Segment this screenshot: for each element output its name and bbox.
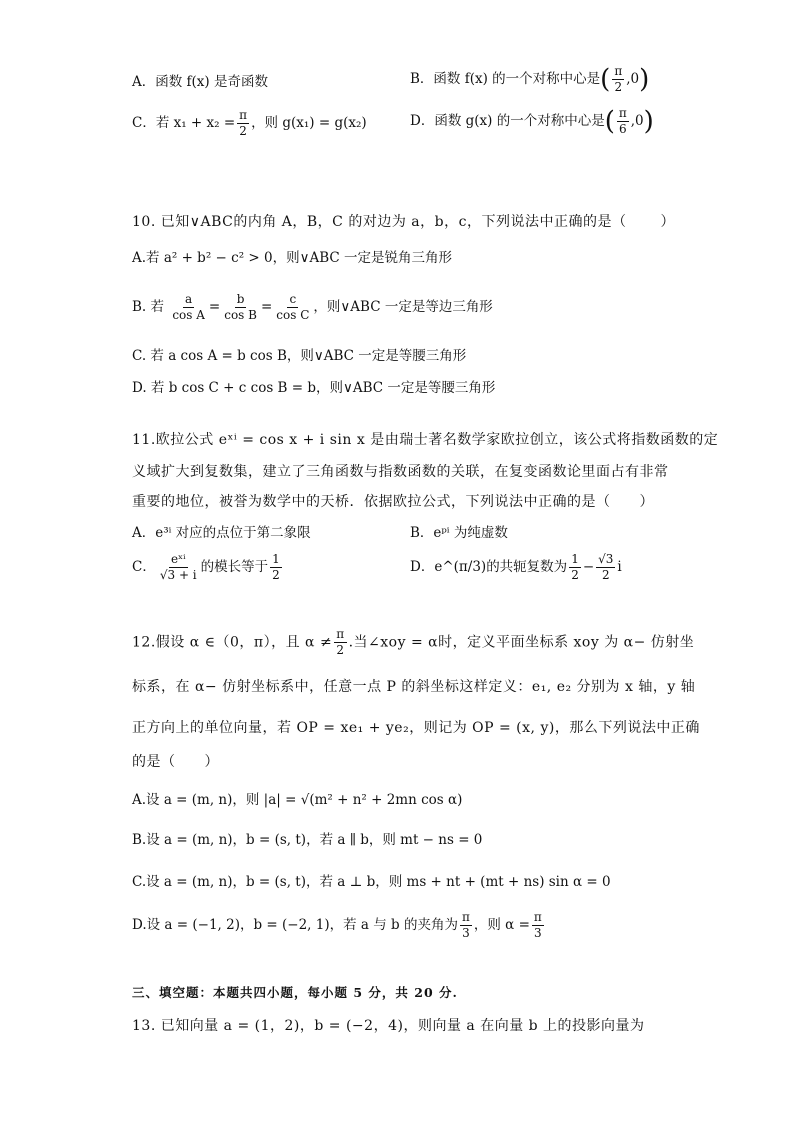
fraction bbox=[237, 108, 249, 139]
fraction bbox=[274, 292, 311, 323]
q9-option-c bbox=[132, 108, 367, 139]
q9-option-d-text: D．函数 g(x) 的一个对称中心是 bbox=[410, 113, 605, 129]
q9-option-b bbox=[410, 64, 649, 95]
q12-line-1-tail: .当∠xoy = α时，定义平面坐标系 xoy 为 α− 仿射坐 bbox=[348, 634, 695, 651]
numerator: π bbox=[614, 64, 623, 78]
numerator: π bbox=[461, 910, 470, 924]
q13-stem: 13. 已知向量 a = (1，2)，b = (−2，4)，则向量 a 在向量 b 上的投影向量为 bbox=[132, 1018, 645, 1034]
q11-option-b: B．eᵖⁱ 为纯虚数 bbox=[410, 525, 508, 541]
q9-option-b-tail: ,0 bbox=[626, 71, 640, 87]
q11-line-1: 11.欧拉公式 eˣⁱ = cos x + i sin x 是由瑞士著名数学家欧拉创立，该公式将指数函数的定 bbox=[132, 432, 719, 448]
q11-option-d-text: 的共轭复数为 bbox=[486, 559, 568, 575]
q10-option-b: B. 若 $\frac{a}{\text{cos A}}$ = $\frac{b}{\text{cos B}}$ = $\frac{c}{\text{cos C}}$ ，则∨ABC 一定是等边三角形 bbox=[132, 292, 493, 322]
denominator: 3 bbox=[534, 926, 542, 940]
numerator: a bbox=[185, 292, 193, 306]
denominator: cos C bbox=[276, 308, 310, 322]
q10-stem-text: 10. 已知∨ABC的内角 A，B，C 的对边为 a，b，c，下列说法中正确的是（ bbox=[132, 214, 627, 230]
q12-option-d-mid: ，则 α = bbox=[473, 917, 530, 933]
fraction bbox=[270, 552, 282, 583]
q10-option-b-tail: ，则∨ABC 一定是等边三角形 bbox=[313, 299, 493, 315]
q9-option-a: A．函数 f(x) 是奇函数 bbox=[132, 74, 268, 90]
denominator: cos A bbox=[172, 308, 205, 322]
q11-option-a: A．e³ⁱ 对应的点位于第二象限 bbox=[132, 525, 311, 541]
denominator: 2 bbox=[336, 643, 345, 657]
q9-option-b-text: B．函数 f(x) 的一个对称中心是 bbox=[410, 71, 601, 87]
q12-option-d bbox=[132, 910, 546, 941]
denominator: 3 bbox=[462, 926, 470, 940]
right-paren: ) bbox=[639, 64, 650, 95]
imaginary-unit: i bbox=[617, 559, 622, 575]
denominator: 6 bbox=[618, 122, 627, 136]
q12-line-4: 的是（ ） bbox=[132, 754, 219, 770]
q11-line-3: 重要的地位，被誉为数学中的天桥．依据欧拉公式，下列说法中正确的是（ ） bbox=[132, 494, 654, 510]
left-paren: ( bbox=[604, 106, 615, 137]
q10-option-b-text: B. 若 bbox=[132, 299, 165, 315]
numerator: eˣⁱ bbox=[170, 552, 186, 566]
q12-option-c: C.设 a = (m, n)，b = (s, t)，若 a ⊥ b，则 ms + nt + (mt + ns) sin α = 0 bbox=[132, 874, 611, 890]
fraction bbox=[460, 910, 472, 941]
q10-stem-close: ） bbox=[660, 214, 675, 230]
numerator: 1 bbox=[571, 552, 579, 566]
q11-line-2: 义域扩大到复数集，建立了三角函数与指数函数的关联，在复变函数论里面占有非常 bbox=[132, 464, 669, 480]
fraction bbox=[612, 64, 624, 95]
fraction bbox=[617, 106, 629, 137]
numerator: 1 bbox=[272, 552, 280, 566]
minus-sign: − bbox=[582, 559, 595, 575]
q12-option-a: A.设 a = (m, n)，则 |a| = √(m² + n² + 2mn cos α) bbox=[132, 792, 463, 808]
q11-option-d bbox=[410, 552, 622, 583]
denominator: 2 bbox=[601, 568, 610, 582]
numerator: b bbox=[236, 292, 245, 306]
denominator: 2 bbox=[571, 568, 579, 582]
exponential-term: e^(π/3) bbox=[434, 559, 487, 575]
numerator: π bbox=[618, 106, 627, 120]
fraction bbox=[158, 552, 199, 583]
q12-option-b: B.设 a = (m, n)，b = (s, t)，若 a ∥ b，则 mt − ns = 0 bbox=[132, 832, 483, 848]
denominator: cos B bbox=[224, 308, 257, 322]
q9-option-d bbox=[410, 106, 654, 137]
q12-line-1-text: 12.假设 α ∈（0，π），且 α ≠ bbox=[132, 634, 333, 651]
numerator: π bbox=[336, 627, 345, 641]
q10-option-d: D. 若 b cos C + c cos B = b，则∨ABC 一定是等腰三角形 bbox=[132, 380, 496, 396]
denominator: 2 bbox=[614, 80, 623, 94]
fraction bbox=[532, 910, 544, 941]
q12-line-2: 标系，在 α− 仿射坐标系中，任意一点 P 的斜坐标这样定义：e₁, e₂ 分别为 x 轴，y 轴 bbox=[132, 679, 696, 695]
q9-option-d-tail: ,0 bbox=[630, 113, 644, 129]
q11-option-c-text: 的模长等于 bbox=[200, 559, 269, 575]
q9-option-c-text: C．若 x₁ + x₂ = bbox=[132, 115, 236, 131]
fraction bbox=[170, 292, 207, 323]
q10-stem bbox=[132, 212, 675, 232]
numerator: √3 bbox=[598, 552, 614, 566]
fraction bbox=[222, 292, 259, 323]
q10-option-a: A.若 a² + b² − c² > 0，则∨ABC 一定是锐角三角形 bbox=[132, 250, 453, 266]
fraction bbox=[596, 552, 615, 583]
numerator: π bbox=[239, 108, 248, 122]
q11-option-c bbox=[132, 552, 284, 583]
q12-line-1 bbox=[132, 627, 694, 658]
q11-option-d-label: D． bbox=[410, 559, 435, 575]
denominator: √3 + i bbox=[159, 568, 197, 582]
denominator: 2 bbox=[272, 568, 280, 582]
denominator: 2 bbox=[239, 124, 247, 138]
numerator: c bbox=[289, 292, 297, 306]
fraction bbox=[569, 552, 581, 583]
q10-option-c: C. 若 a cos A = b cos B，则∨ABC 一定是等腰三角形 bbox=[132, 348, 467, 364]
right-paren: ) bbox=[643, 106, 654, 137]
left-paren: ( bbox=[600, 64, 611, 95]
q9-option-c-tail: ，则 g(x₁) = g(x₂) bbox=[251, 115, 367, 131]
q12-option-d-text: D.设 a = (−1, 2)，b = (−2, 1)，若 a 与 b 的夹角为 bbox=[132, 917, 458, 933]
q11-option-c-label: C． bbox=[132, 559, 156, 575]
fraction bbox=[334, 627, 346, 658]
q12-line-3: 正方向上的单位向量，若 OP = xe₁ + ye₂，则记为 OP = (x, y)，那么下列说法中正确 bbox=[132, 720, 700, 736]
numerator: π bbox=[533, 910, 542, 924]
section-heading: 三、填空题：本题共四小题，每小题 5 分，共 20 分. bbox=[132, 985, 458, 1000]
